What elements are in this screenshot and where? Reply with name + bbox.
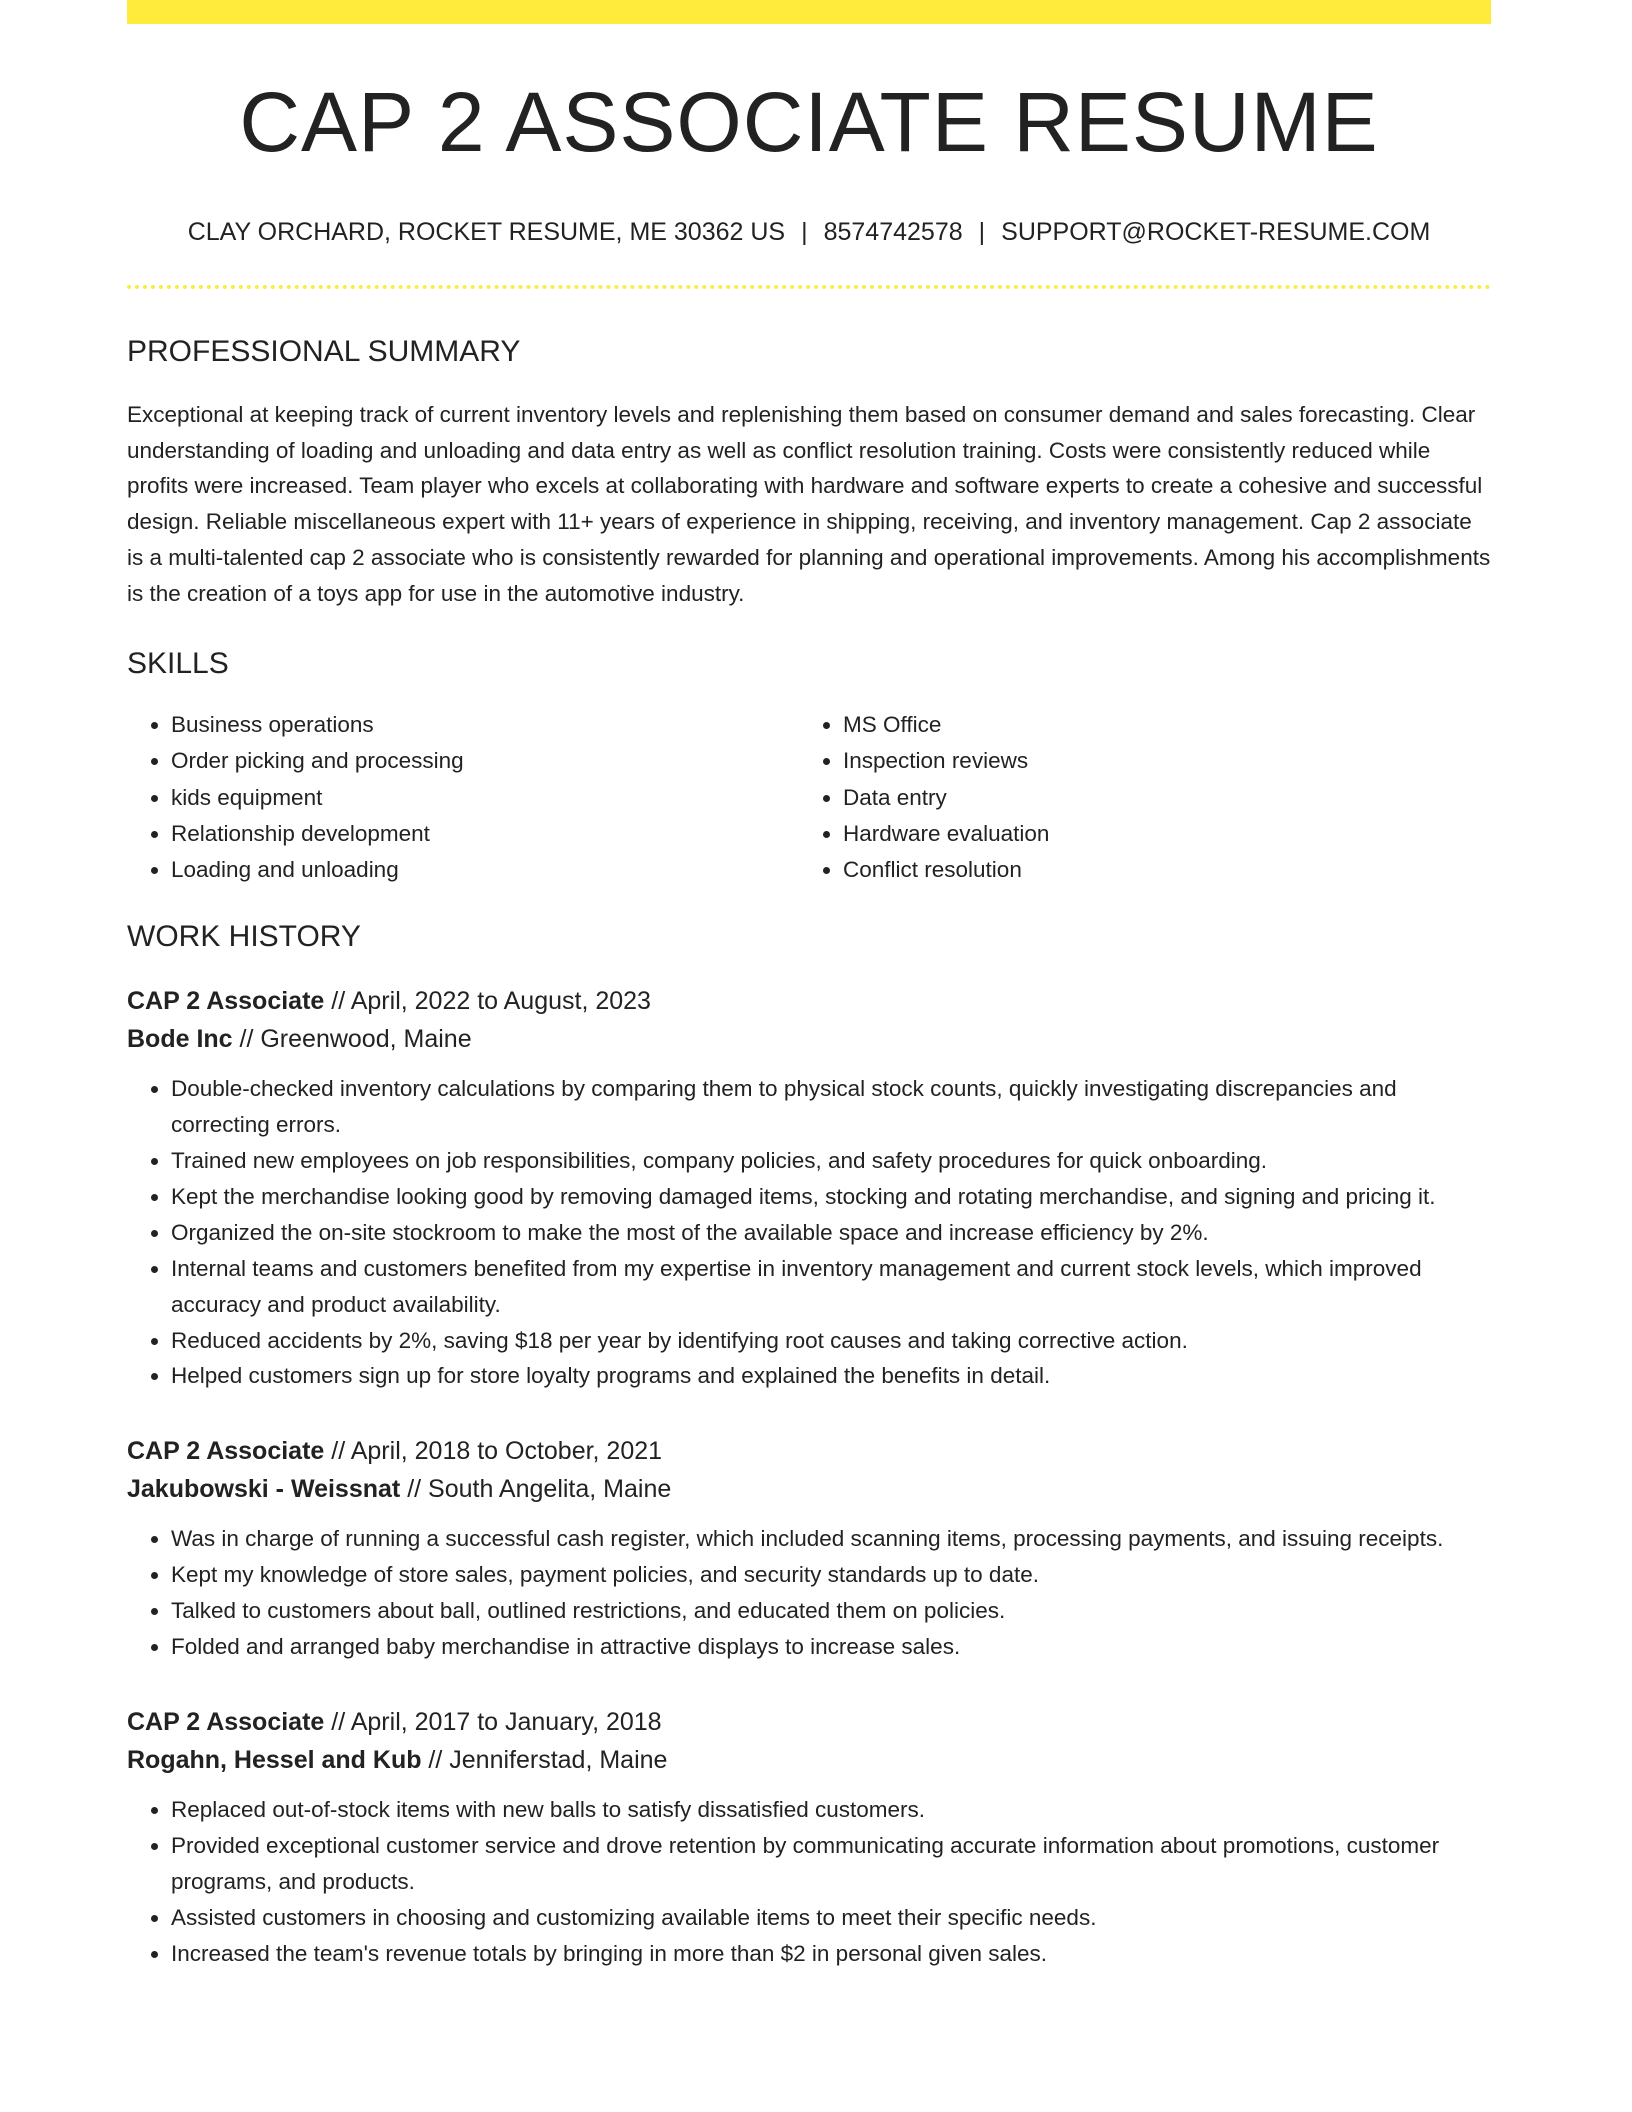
job-bullet: • Double-checked inventory calculations by comparing them to physical stock counts, quickly investigating discrepancies and correcting errors.	[171, 1071, 1491, 1143]
job-bullet: • Internal teams and customers benefited from my expertise in inventory management and current stock levels, which improved accuracy and product availability.	[171, 1251, 1491, 1323]
summary-heading: PROFESSIONAL SUMMARY	[127, 335, 521, 368]
job-company: Jakubowski - Weissnat	[127, 1475, 401, 1504]
job-bullet: • Provided exceptional customer service and drove retention by communicating accurate information about promotions, customer programs, and products.	[171, 1828, 1491, 1900]
job-bullets	[127, 1071, 1491, 1394]
contact-phone: 8574742578	[823, 218, 963, 246]
job-bullet: • Increased the team's revenue totals by bringing in more than $2 in personal given sales.	[171, 1936, 1491, 1972]
skill-item: • Conflict resolution	[843, 852, 1491, 888]
job-bullets	[127, 1792, 1491, 1972]
skill-item: • Relationship development	[171, 816, 799, 852]
skills-heading: SKILLS	[127, 647, 229, 681]
contact-email: SUPPORT@ROCKET-RESUME.COM	[1001, 218, 1431, 246]
job-location: // Jenniferstad, Maine	[421, 1746, 668, 1775]
job-title: CAP 2 Associate	[127, 1708, 325, 1737]
job-location: // South Angelita, Maine	[400, 1475, 672, 1504]
job-bullet: • Organized the on-site stockroom to make the most of the available space and increase efficiency by 2%.	[171, 1215, 1491, 1251]
job-bullet: • Was in charge of running a successful cash register, which included scanning items, processing payments, and issuing receipts.	[171, 1521, 1491, 1557]
job-entry	[127, 1432, 1491, 1665]
job-dates: // April, 2022 to August, 2023	[324, 987, 651, 1016]
skill-item: • Inspection reviews	[843, 743, 1491, 779]
job-title-line	[127, 1432, 1491, 1470]
skill-item: • Order picking and processing	[171, 743, 799, 779]
skills-column-left	[127, 707, 799, 888]
job-bullet: • Assisted customers in choosing and customizing available items to meet their specific needs.	[171, 1900, 1491, 1936]
job-company-line	[127, 1470, 1491, 1508]
resume-page	[127, 0, 1491, 1972]
summary-text: Exceptional at keeping track of current inventory levels and replenishing them based on consumer demand and sales forecasting. Clear understanding of loading and unloading and data entry as well as conflict resolution training. Costs were consistently reduced while profits were increased. Team player who excels at collaborating with hardware and software experts to create a cohesive and successful design. Reliable miscellaneous expert with 11+ years of experience in shipping, receiving, and inventory management. Cap 2 associate is a multi-talented cap 2 associate who is consistently rewarded for planning and operational improvements. Among his accomplishments is the creation of a toys app for use in the automotive industry.	[127, 402, 1491, 606]
job-title: CAP 2 Associate	[127, 1437, 325, 1466]
job-bullet: • Kept the merchandise looking good by removing damaged items, stocking and rotating merchandise, and signing and pricing it.	[171, 1179, 1491, 1215]
job-bullet: • Reduced accidents by 2%, saving $18 per year by identifying root causes and taking corrective action.	[171, 1323, 1491, 1359]
skill-item: • MS Office	[843, 707, 1491, 743]
skill-item: • kids equipment	[171, 780, 799, 816]
dotted-divider	[127, 285, 1491, 289]
contact-line	[127, 220, 1491, 245]
resume-title: CAP 2 ASSOCIATE RESUME	[239, 75, 1379, 169]
skills-column-right	[799, 707, 1491, 888]
job-company-line	[127, 1741, 1491, 1779]
job-bullet: • Trained new employees on job responsibilities, company policies, and safety procedures for quick onboarding.	[171, 1143, 1491, 1179]
job-bullets	[127, 1521, 1491, 1665]
job-company: Bode Inc	[127, 1025, 233, 1054]
job-entry	[127, 982, 1491, 1394]
accent-bar	[127, 0, 1491, 24]
job-location: // Greenwood, Maine	[232, 1025, 472, 1054]
contact-separator: |	[801, 218, 808, 246]
skill-item: • Loading and unloading	[171, 852, 799, 888]
contact-address: CLAY ORCHARD, ROCKET RESUME, ME 30362 US	[187, 218, 786, 246]
job-bullet: • Kept my knowledge of store sales, payment policies, and security standards up to date.	[171, 1557, 1491, 1593]
job-company-line	[127, 1020, 1491, 1058]
job-entry	[127, 1703, 1491, 1972]
skill-item: • Hardware evaluation	[843, 816, 1491, 852]
job-bullet: • Replaced out-of-stock items with new balls to satisfy dissatisfied customers.	[171, 1792, 1491, 1828]
job-title: CAP 2 Associate	[127, 987, 325, 1016]
job-title-line	[127, 982, 1491, 1020]
work-history-heading: WORK HISTORY	[127, 920, 361, 954]
skill-item: • Data entry	[843, 780, 1491, 816]
job-company: Rogahn, Hessel and Kub	[127, 1746, 422, 1775]
skills-list	[127, 707, 1491, 888]
contact-separator: |	[978, 218, 986, 246]
job-bullet: • Folded and arranged baby merchandise in attractive displays to increase sales.	[171, 1629, 1491, 1665]
job-bullet: • Helped customers sign up for store loyalty programs and explained the benefits in detail.	[171, 1358, 1491, 1394]
job-dates: // April, 2018 to October, 2021	[324, 1437, 663, 1466]
job-title-line	[127, 1703, 1491, 1741]
skill-item: • Business operations	[171, 707, 799, 743]
job-dates: // April, 2017 to January, 2018	[324, 1708, 662, 1737]
job-bullet: • Talked to customers about ball, outlined restrictions, and educated them on policies.	[171, 1593, 1491, 1629]
